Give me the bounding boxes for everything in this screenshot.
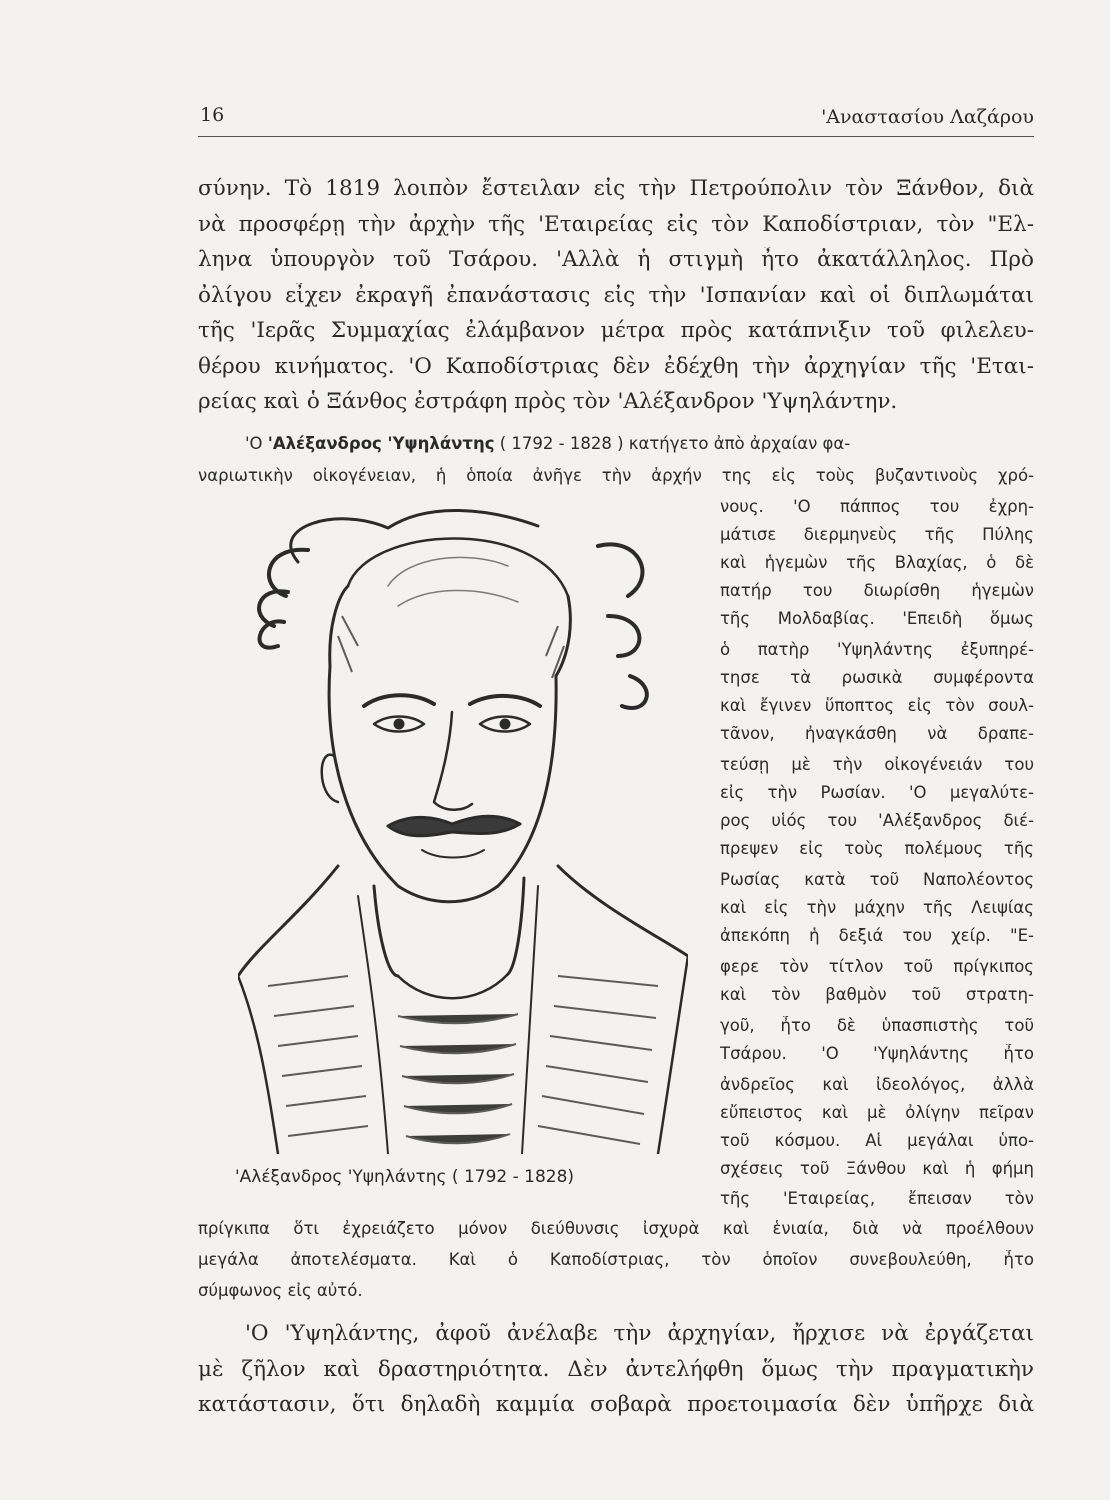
intro-line: ὀλίγου εἶχεν ἐκραγῆ ἐπανάστασις εἰς τὴν 'Ισπανίαν καὶ οἱ διπλωμάται (198, 283, 1034, 308)
closing-line: 'Ο 'Υψηλάντης, ἀφοῦ ἀνέλαβε τὴν ἀρχηγίαν, ἤρχισε νὰ ἐργάζεται (245, 1321, 1034, 1346)
bio-column-line: καὶ εἰς τὴν μάχην τῆς Λειψίας (720, 898, 1034, 917)
bio-column-line: τῆς 'Εταιρείας, ἔπεισαν τὸν (720, 1189, 1034, 1208)
intro-line: θέρου κινήματος. 'Ο Καποδίστριας δὲν ἐδέχθη τὴν ἀρχηγίαν τῆς 'Εται- (198, 354, 1034, 379)
bio-column-line: πατήρ του διωρίσθη ἡγεμὼν (720, 581, 1034, 600)
bio-column-line: ρος υἱός του 'Αλέξανδρος διέ- (720, 811, 1034, 830)
bio-column-line: τοῦ κόσμου. Αἱ μεγάλαι ὑπο- (720, 1131, 1034, 1150)
intro-line: ληνα ὑπουργὸν τοῦ Τσάρου. 'Αλλὰ ἡ στιγμὴ ἦτο ἀκατάλληλος. Πρὸ (198, 247, 1034, 272)
bio-line: ναριωτικὴν οἰκογένειαν, ἡ ὁποία ἀνῆγε τὴν ἀρχήν της εἰς τοὺς βυζαντινοὺς χρό- (198, 466, 1034, 485)
bio-column-line: σχέσεις τοῦ Ξάνθου καὶ ἡ φήμη (720, 1159, 1034, 1178)
bio-column-line: πρεψεν εἰς τοὺς πολέμους τῆς (720, 839, 1034, 858)
bio-column-line: ὁ πατὴρ 'Υψηλάντης ἐξυπηρέ- (720, 640, 1034, 659)
bio-column-line: τῆς Μολδαβίας. 'Επειδὴ ὅμως (720, 609, 1034, 628)
bio-column-line: εὔπειστος καὶ μὲ ὀλίγην πεῖραν (720, 1103, 1034, 1122)
bio-column-line: τᾶνον, ἠναγκάσθη νὰ δραπε- (720, 724, 1034, 743)
intro-line: σύνην. Τὸ 1819 λοιπὸν ἔστειλαν εἰς τὴν Πετρούπολιν τὸν Ξάνθον, διὰ (198, 176, 1034, 201)
bio-column-line: Ρωσίας κατὰ τοῦ Ναπολέοντος (720, 870, 1034, 889)
bio-column-line: καὶ τὸν βαθμὸν τοῦ στρατη- (720, 985, 1034, 1004)
closing-line: κατάστασιν, ὅτι δηλαδὴ καμμία σοβαρὰ προετοιμασία δὲν ὑπῆρχε διὰ (198, 1392, 1034, 1417)
portrait-engraving (238, 506, 688, 1154)
bio-column-line: τησε τὰ ρωσικὰ συμφέροντα (720, 668, 1034, 687)
bio-column-line: φερε τὸν τίτλον τοῦ πρίγκιπος (720, 957, 1034, 976)
intro-line: νὰ προσφέρῃ τὴν ἀρχὴν τῆς 'Εταιρείας εἰς τὸν Καποδίστριαν, τὸν "Ελ- (198, 212, 1034, 237)
page-number: 16 (200, 104, 225, 126)
bio-column-line: νους. 'Ο πάππος του ἐχρη- (720, 497, 1034, 516)
bio-line: σύμφωνος εἰς αὐτό. (198, 1281, 363, 1300)
intro-line: ρείας καὶ ὁ Ξάνθος ἐστράφη πρὸς τὸν 'Αλέξανδρον 'Υψηλάντην. (198, 389, 898, 414)
running-head: 'Αναστασίου Λαζάρου (821, 106, 1034, 128)
bio-column-line: Τσάρου. 'Ο 'Υψηλάντης ἦτο (720, 1044, 1034, 1063)
bio-first-line: 'Ο 'Αλέξανδρος 'Υψηλάντης ( 1792 - 1828 ) κατήγετο ἀπὸ ἀρχαίαν φα- (245, 434, 851, 453)
intro-line: τῆς 'Ιερᾶς Συμμαχίας ἐλάμβανον μέτρα πρὸς κατάπνιξιν τοῦ φιλελευ- (198, 318, 1034, 343)
portrait-caption: 'Αλέξανδρος 'Υψηλάντης ( 1792 - 1828) (235, 1167, 575, 1187)
page-header (198, 102, 1034, 137)
bio-column-line: καὶ ἡγεμὼν τῆς Βλαχίας, ὁ δὲ (720, 553, 1034, 572)
bio-column-line: τεύσῃ μὲ τὴν οἰκογένειάν του (720, 755, 1034, 774)
bio-column-line: ἀνδρεῖος καὶ ἰδεολόγος, ἀλλὰ (720, 1075, 1034, 1094)
closing-line: μὲ ζῆλον καὶ δραστηριότητα. Δὲν ἀντελήφθη ὅμως τὴν πραγματικὴν (198, 1357, 1034, 1382)
bio-line: πρίγκιπα ὅτι ἐχρειάζετο μόνον διεύθυνσις ἰσχυρὰ καὶ ἑνιαία, διὰ νὰ προέλθουν (198, 1219, 1034, 1238)
bio-column-line: ἀπεκόπη ἡ δεξιά του χείρ. "Ε- (720, 926, 1034, 945)
bio-column-line: γοῦ, ἦτο δὲ ὑπασπιστὴς τοῦ (720, 1016, 1034, 1035)
bio-name: 'Αλέξανδρος 'Υψηλάντης (267, 434, 495, 453)
bio-line: μεγάλα ἀποτελέσματα. Καὶ ὁ Καποδίστριας, τὸν ὁποῖον συνεβουλεύθη, ἦτο (198, 1250, 1034, 1269)
bio-column-line: καὶ ἔγινεν ὕποπτος εἰς τὸν σουλ- (720, 696, 1034, 715)
bio-column-line: μάτισε διερμηνεὺς τῆς Πύλης (720, 525, 1034, 544)
bio-column-line: εἰς τὴν Ρωσίαν. 'Ο μεγαλύτε- (720, 783, 1034, 802)
